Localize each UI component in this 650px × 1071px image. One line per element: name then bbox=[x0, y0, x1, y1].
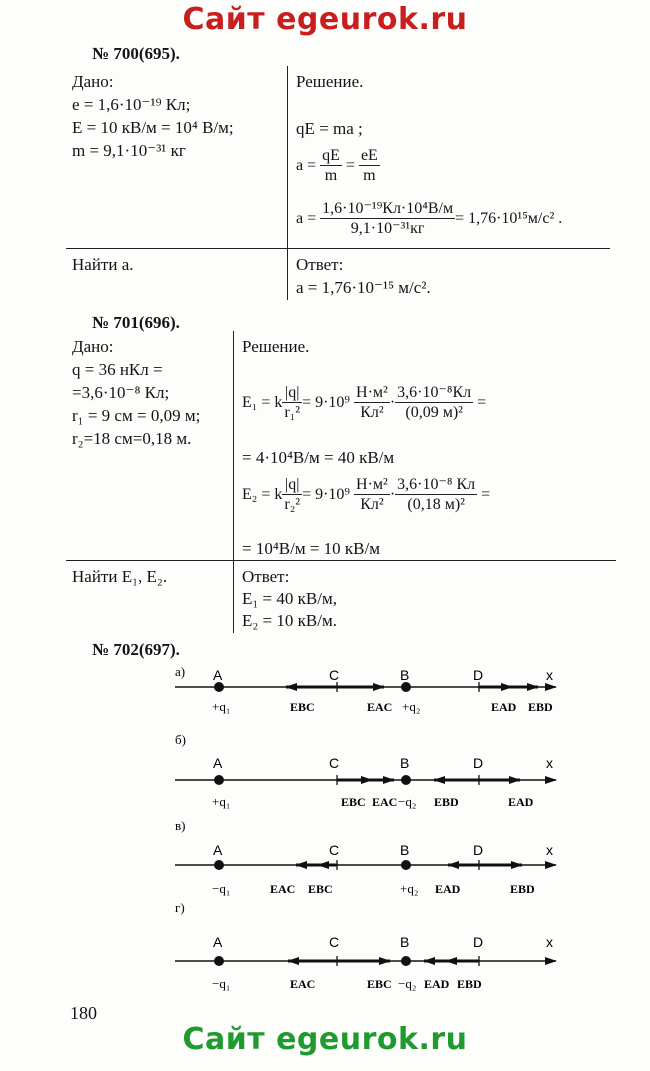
diagram-c-label-eac: EAC bbox=[270, 882, 296, 896]
diagram-c-label-ebc: EBC bbox=[308, 882, 333, 896]
diagram-d-axis-x: x bbox=[546, 934, 553, 950]
diagram-a-label-ebc: EBC bbox=[290, 700, 315, 714]
problem-700-given-3: m = 9,1·10⁻³¹ кг bbox=[72, 141, 186, 160]
diagram-d-label-ebc: EBC bbox=[367, 977, 392, 991]
problem-700-solution-label: Решение. bbox=[296, 72, 364, 91]
diagram-b bbox=[175, 732, 556, 809]
diagram-a-label-eac: EAC bbox=[367, 700, 393, 714]
diagram-d-charge-1: −q₁ bbox=[212, 976, 231, 991]
diagram-a-point-c: C bbox=[329, 667, 340, 683]
diagram-b-axis-x: x bbox=[546, 755, 553, 771]
diagram-c-label-ebd: EBD bbox=[510, 882, 535, 896]
site-footer-watermark: Сайт egeurok.ru bbox=[182, 1022, 468, 1057]
problem-700-given-2: E = 10 кВ/м = 10⁴ В/м; bbox=[72, 118, 234, 137]
e2-dot: · bbox=[389, 485, 396, 503]
problem-701-solution-label: Решение. bbox=[242, 337, 310, 356]
e1-fraction-q-r: $\frac{|q|}{\text{r₁²}}$ bbox=[284, 384, 301, 421]
e1-dot: · bbox=[389, 393, 396, 411]
e2-fraction-values: $\frac{\text{3,6·10⁻⁸ Кл}}{\text{(0,18 м)²}}$ bbox=[397, 476, 476, 513]
diagram-a-axis-x: x bbox=[546, 667, 553, 683]
diagram-c-charge-a bbox=[214, 860, 224, 870]
problem-702-number: № 702(697). bbox=[92, 640, 180, 659]
problem-700-find: Найти a. bbox=[72, 255, 134, 274]
diagram-c-charge-b bbox=[401, 860, 411, 870]
diagram-b-label-eac: EAC bbox=[372, 795, 398, 809]
diagram-b-label-ebc: EBC bbox=[341, 795, 366, 809]
eq2-fraction-2: $\frac{eE}{m}$ bbox=[360, 147, 378, 184]
problem-701-find: Найти E₁, E₂. bbox=[72, 567, 168, 586]
diagram-b-point-c: C bbox=[329, 755, 340, 771]
problem-701-e2-result: = 10⁴В/м = 10 кВ/м bbox=[242, 539, 381, 558]
e2-fraction-q-r: $\frac{|q|}{\text{r₂²}}$ bbox=[284, 476, 301, 513]
page-number: 180 bbox=[70, 1003, 97, 1023]
diagram-b-label-ebd: EBD bbox=[434, 795, 459, 809]
diagram-a-label-ebd: EBD bbox=[528, 700, 553, 714]
problem-701-answer-label: Ответ: bbox=[242, 567, 290, 586]
diagram-b-point-a: A bbox=[213, 755, 223, 771]
problem-701-given-1: q = 36 нКл = bbox=[72, 360, 163, 379]
diagram-b-point-b: B bbox=[400, 755, 410, 771]
diagram-c-charge-1: −q₁ bbox=[212, 881, 231, 896]
problem-700-answer: a = 1,76·10⁻¹⁵ м/с². bbox=[296, 278, 431, 297]
eq2-fraction-1: $\frac{qE}{m}$ bbox=[322, 147, 340, 184]
eq2-equals: = bbox=[345, 156, 355, 174]
problem-700-given-1: e = 1,6·10⁻¹⁹ Кл; bbox=[72, 95, 191, 114]
diagram-c-axis-x: x bbox=[546, 842, 553, 858]
diagram-c-point-d: D bbox=[473, 842, 484, 858]
diagram-b-charge-2: −q₂ bbox=[398, 794, 417, 809]
e2-equals: = bbox=[481, 485, 491, 503]
e1-fraction-units: $\frac{\text{Н·м²}}{\text{Кл²}}$ bbox=[356, 384, 388, 421]
diagram-a-charge-b bbox=[401, 682, 411, 692]
diagram-a-label-ead: EAD bbox=[491, 700, 517, 714]
eq3-result: = 1,76·10¹⁵м/с² . bbox=[455, 209, 563, 227]
diagram-d-point-d: D bbox=[473, 934, 484, 950]
diagram-d-section-label: г) bbox=[175, 900, 185, 915]
diagram-c-point-c: C bbox=[329, 842, 340, 858]
diagram-a bbox=[175, 664, 556, 714]
problem-701-given-4: r₂=18 см=0,18 м. bbox=[72, 429, 192, 448]
diagram-b-charge-b bbox=[401, 775, 411, 785]
diagram-d-point-c: C bbox=[329, 934, 340, 950]
problem-701-answer-1: E₁ = 40 кВ/м, bbox=[242, 589, 337, 608]
e1-fraction-values: $\frac{\text{3,6·10⁻⁸Кл}}{\text{(0,09 м)²}}$ bbox=[397, 384, 472, 421]
diagram-a-point-a: A bbox=[213, 667, 223, 683]
problem-701-e1-result: = 4·10⁴В/м = 40 кВ/м bbox=[242, 448, 395, 467]
eq3-lhs: a = bbox=[296, 209, 317, 227]
diagram-d bbox=[175, 900, 556, 991]
problem-701-number: № 701(696). bbox=[92, 313, 180, 332]
diagram-b-section-label: б) bbox=[175, 732, 186, 747]
diagram-a-point-d: D bbox=[473, 667, 484, 683]
eq2-lhs: a = bbox=[296, 156, 317, 174]
diagram-c-point-a: A bbox=[213, 842, 223, 858]
problem-700-equation-1: qE = ma ; bbox=[296, 119, 363, 138]
problem-701-answer-2: E₂ = 10 кВ/м. bbox=[242, 611, 337, 630]
diagram-b-label-ead: EAD bbox=[508, 795, 534, 809]
diagram-d-label-ead: EAD bbox=[424, 977, 450, 991]
e1-equals: = bbox=[477, 393, 487, 411]
diagram-d-point-a: A bbox=[213, 934, 223, 950]
eq3-fraction: $\frac{\text{1,6·10⁻¹⁹Кл·10⁴В/м}}{\text{9,1·10⁻³¹кг}}$ bbox=[322, 200, 454, 237]
site-header-watermark: Сайт egeurok.ru bbox=[182, 2, 468, 37]
diagram-d-charge-a bbox=[214, 956, 224, 966]
problem-701-given-2: =3,6·10⁻⁸ Кл; bbox=[72, 383, 170, 402]
diagram-d-label-eac: EAC bbox=[290, 977, 316, 991]
diagram-c-charge-2: +q₂ bbox=[400, 881, 419, 896]
diagram-d-charge-2: −q₂ bbox=[398, 976, 417, 991]
e1-constant: = 9·10⁹ bbox=[302, 393, 351, 411]
diagram-d-point-b: B bbox=[400, 934, 410, 950]
diagram-d-label-ebd: EBD bbox=[457, 977, 482, 991]
diagram-c-label-ead: EAD bbox=[435, 882, 461, 896]
diagram-a-charge-1: +q₁ bbox=[212, 699, 231, 714]
e2-lhs: E₂ = k bbox=[242, 485, 283, 503]
e2-fraction-units: $\frac{\text{Н·м²}}{\text{Кл²}}$ bbox=[356, 476, 388, 513]
diagram-a-charge-2: +q₂ bbox=[402, 699, 421, 714]
diagram-a-charge-a bbox=[214, 682, 224, 692]
diagram-c-point-b: B bbox=[400, 842, 410, 858]
diagram-b-charge-1: +q₁ bbox=[212, 794, 231, 809]
diagram-d-charge-b bbox=[401, 956, 411, 966]
diagram-a-point-b: B bbox=[400, 667, 410, 683]
e2-constant: = 9·10⁹ bbox=[302, 485, 351, 503]
diagram-c bbox=[175, 818, 556, 896]
diagram-c-section-label: в) bbox=[175, 818, 186, 833]
diagram-b-point-d: D bbox=[473, 755, 484, 771]
problem-700-number: № 700(695). bbox=[92, 44, 180, 63]
problem-701-given-3: r₁ = 9 см = 0,09 м; bbox=[72, 406, 201, 425]
e1-lhs: E₁ = k bbox=[242, 393, 283, 411]
problem-701-given-label: Дано: bbox=[72, 337, 114, 356]
diagram-b-charge-a bbox=[214, 775, 224, 785]
problem-700-answer-label: Ответ: bbox=[296, 255, 344, 274]
diagram-a-section-label: а) bbox=[175, 664, 186, 679]
problem-700-given-label: Дано: bbox=[72, 72, 114, 91]
